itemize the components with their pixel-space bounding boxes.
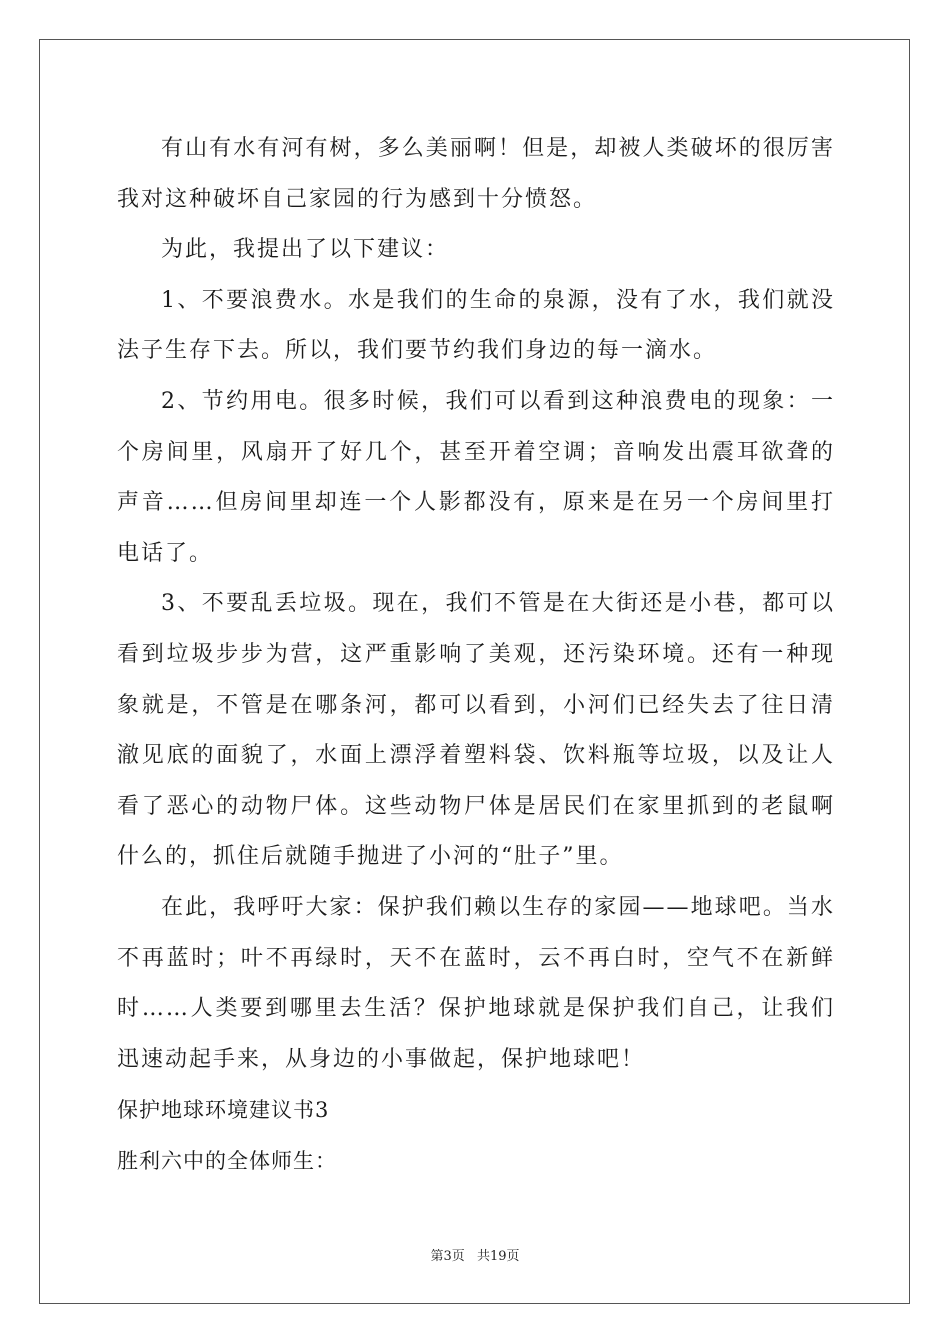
paragraph: 1、不要浪费水。水是我们的生命的泉源，没有了水，我们就没法子生存下去。所以，我们要节约我们身边的每一滴水。: [117, 287, 835, 364]
salutation: 胜利六中的全体师生：: [117, 1148, 337, 1173]
page-footer: [0, 1245, 950, 1264]
paragraph: 2、节约用电。很多时候，我们可以看到这种浪费电的现象：一个房间里，风扇开了好几个，甚至开着空调；音响发出震耳欲聋的声音……但房间里却连一个人影都没有，原来是在另一个房间里打电话了。: [117, 388, 835, 566]
document-body: [117, 124, 835, 1186]
paragraph: 3、不要乱丢垃圾。现在，我们不管是在大街还是小巷，都可以看到垃圾步步为营，这严重影响了美观，还污染环境。还有一种现象就是，不管是在哪条河，都可以看到，小河们已经失去了往日清澈见底的面貌了，水面上漂浮着塑料袋、饮料瓶等垃圾，以及让人看了恶心的动物尸体。这些动物尸体是居民们在家里抓到的老鼠啊什么的，抓住后就随手抛进了小河的“肚子”里。: [117, 591, 835, 870]
page-total: 共19页: [476, 1249, 520, 1264]
section-title: 保护地球环境建议书3: [117, 1098, 330, 1123]
paragraph: 有山有水有河有树，多么美丽啊！但是，却被人类破坏的很厉害我对这种破坏自己家园的行为感到十分愤怒。: [117, 136, 835, 212]
paragraph: 为此，我提出了以下建议：: [161, 237, 450, 263]
paragraph: 在此，我呼吁大家：保护我们赖以生存的家园——地球吧。当水不再蓝时；叶不再绿时，天不在蓝时，云不再白时，空气不在新鲜时……人类要到哪里去生活？保护地球就是保护我们自己，让我们迅速动起手来，从身边的小事做起，保护地球吧！: [117, 894, 835, 1072]
page-number: 第3页: [430, 1249, 465, 1264]
